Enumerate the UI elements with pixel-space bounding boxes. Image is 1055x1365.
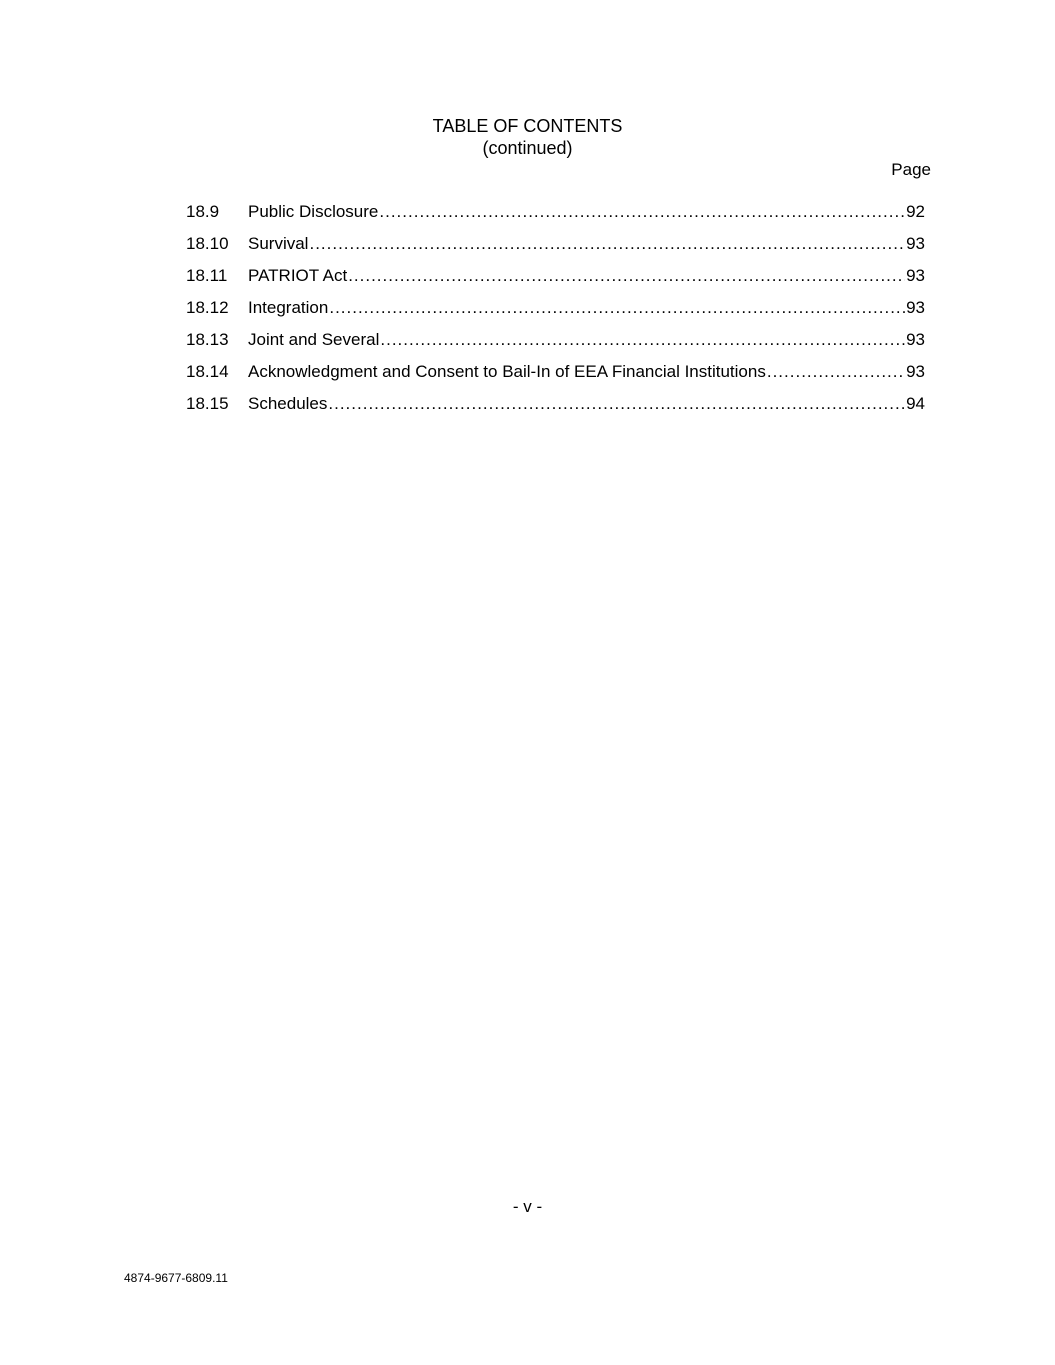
toc-entry[interactable] (186, 264, 925, 296)
toc-entry-page: 92 (906, 202, 925, 221)
toc-entry-number: 18.15 (186, 394, 229, 413)
dot-leader (380, 328, 905, 352)
toc-entry-page: 93 (906, 330, 925, 349)
page-column-label: Page (891, 160, 931, 179)
toc-entry-number: 18.9 (186, 202, 220, 221)
toc-entry-title: Survival (248, 234, 309, 253)
toc-entry-page: 93 (906, 362, 925, 381)
toc-entry-number: 18.11 (186, 266, 228, 285)
toc-entry-number: 18.13 (186, 330, 229, 349)
toc-entry[interactable] (186, 392, 925, 424)
dot-leader (329, 296, 905, 320)
toc-entry[interactable] (186, 200, 925, 232)
toc-entry-title: Integration (248, 298, 329, 317)
toc-list (186, 200, 925, 424)
toc-entry-number: 18.10 (186, 234, 229, 253)
toc-entry-page: 93 (906, 234, 925, 253)
toc-entry-title: Public Disclosure (248, 202, 379, 221)
toc-entry-page: 94 (906, 394, 925, 413)
toc-entry[interactable] (186, 328, 925, 360)
toc-entry-title: Schedules (248, 394, 328, 413)
page-subtitle: (continued) (482, 138, 573, 158)
page-number: - v - (512, 1197, 543, 1216)
toc-entry-page: 93 (906, 266, 925, 285)
toc-entry-number: 18.14 (186, 362, 229, 381)
toc-entry-page: 93 (906, 298, 925, 317)
toc-entry-title: PATRIOT Act (248, 266, 348, 285)
page-title: TABLE OF CONTENTS (432, 116, 623, 136)
toc-heading (0, 115, 1055, 159)
dot-leader (767, 360, 905, 384)
dot-leader (328, 392, 905, 416)
document-id: 4874-9677-6809.11 (124, 1271, 228, 1285)
toc-entry-number: 18.12 (186, 298, 229, 317)
dot-leader (379, 200, 905, 224)
dot-leader (309, 232, 905, 256)
toc-entry-title: Acknowledgment and Consent to Bail-In of EEA Financial Institutions (248, 362, 766, 381)
toc-entry-title: Joint and Several (248, 330, 380, 349)
dot-leader (348, 264, 905, 288)
toc-entry[interactable] (186, 360, 925, 392)
toc-entry[interactable] (186, 232, 925, 264)
toc-entry[interactable] (186, 296, 925, 328)
